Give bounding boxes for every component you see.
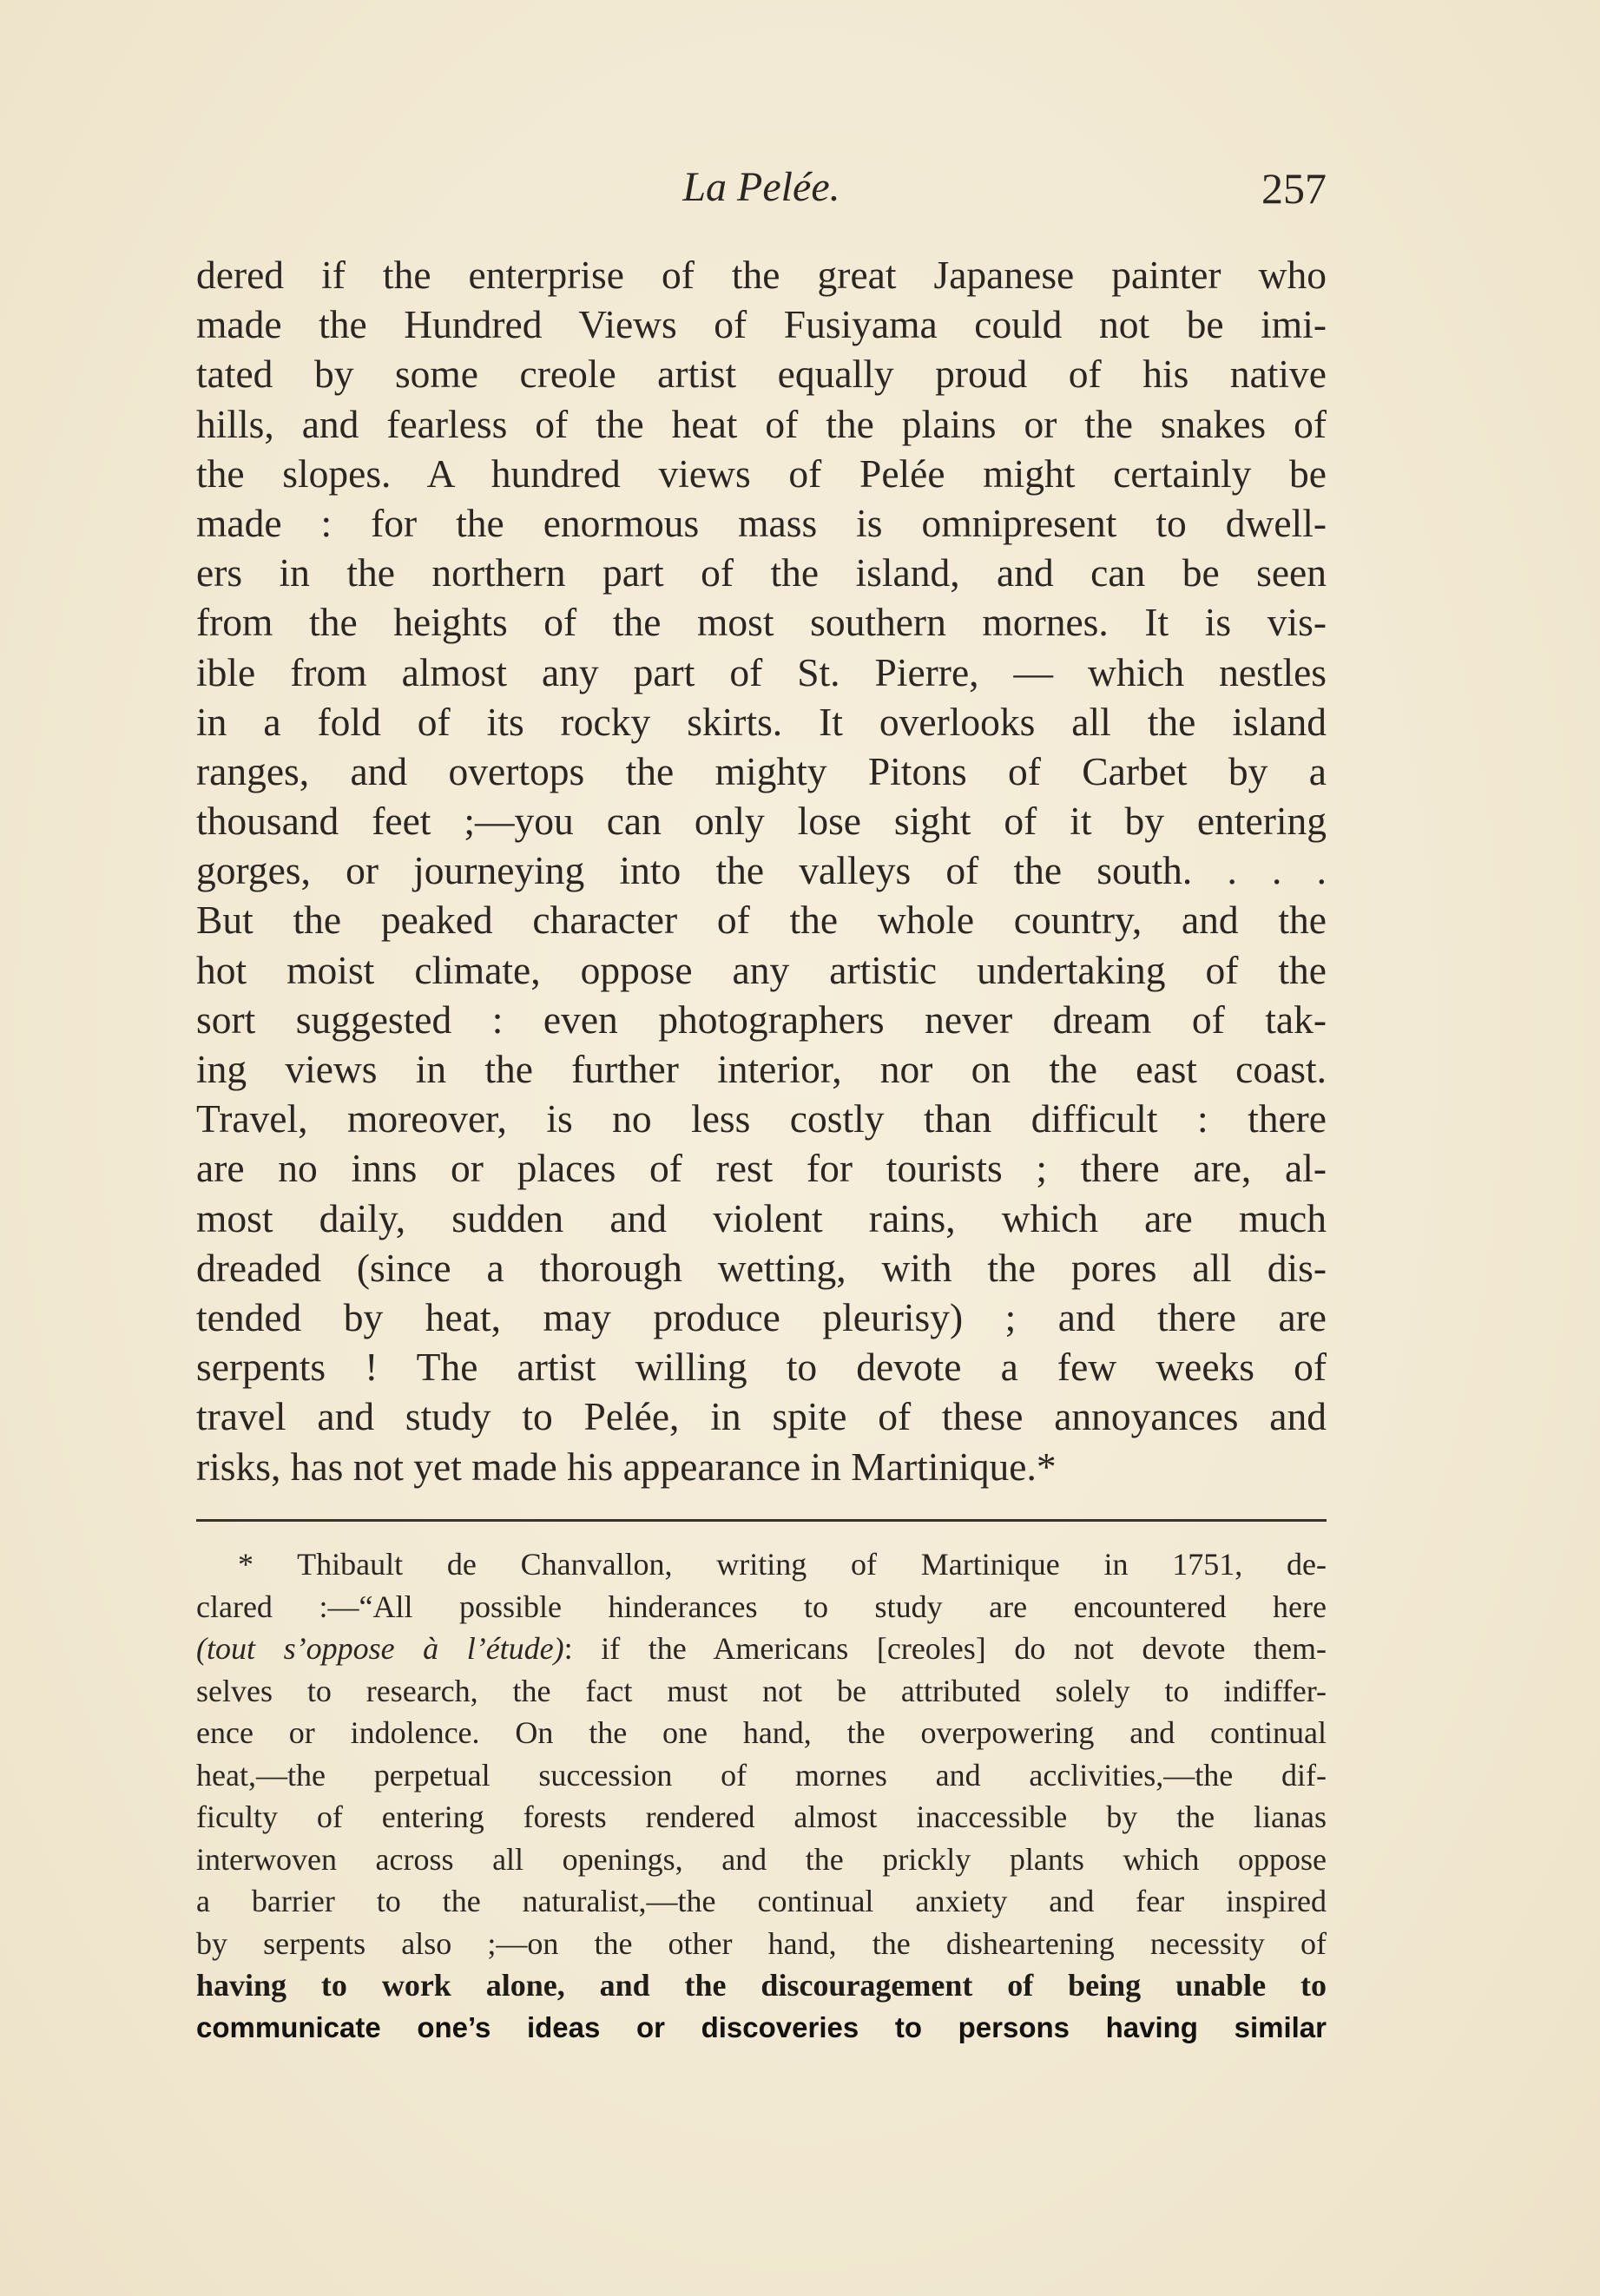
body-line: tated by some creole artist equally proud of his native	[196, 352, 1327, 397]
body-line: dered if the enterprise of the great Japanese painter who	[196, 253, 1327, 297]
body-line: travel and study to Pelée, in spite of these annoyances and	[196, 1394, 1327, 1439]
footnote-line-rest: : if the Americans [creoles] do not devote them-	[563, 1631, 1327, 1666]
body-line: are no inns or places of rest for tourists ; there are, al-	[196, 1146, 1327, 1191]
body-line: thousand feet ;—you can only lose sight of it by entering	[196, 799, 1327, 844]
body-line: made the Hundred Views of Fusiyama could not be imi-	[196, 302, 1327, 347]
body-line: ers in the northern part of the island, and can be seen	[196, 550, 1327, 595]
body-line: hot moist climate, oppose any artistic undertaking of the	[196, 947, 1327, 992]
footnote-line: interwoven across all openings, and the prickly plants which oppose	[196, 1841, 1327, 1877]
body-line: serpents ! The artist willing to devote a few weeks of	[196, 1345, 1327, 1390]
body-line: Travel, moreover, is no less costly than difficult : there	[196, 1096, 1327, 1141]
body-line: gorges, or journeying into the valleys of the south. . . .	[196, 848, 1327, 893]
body-line: But the peaked character of the whole country, and the	[196, 898, 1327, 943]
body-line: in a fold of its rocky skirts. It overlooks all the island	[196, 699, 1327, 744]
body-line: made : for the enormous mass is omnipresent to dwell-	[196, 500, 1327, 545]
footnote-line: ficulty of entering forests rendered almost inaccessible by the lianas	[196, 1799, 1327, 1834]
footnote-italic-phrase: (tout s’oppose à l’étude)	[196, 1631, 564, 1666]
footnote-line: a barrier to the naturalist,—the continual anxiety and fear inspired	[196, 1884, 1327, 1918]
running-head	[196, 156, 1327, 217]
footnote-line: having to work alone, and the discouragement of being unable to	[196, 1968, 1327, 2003]
body-line: sort suggested : even photographers never dream of tak-	[196, 997, 1327, 1042]
body-line: from the heights of the most southern mornes. It is vis-	[196, 600, 1327, 645]
body-line: ing views in the further interior, nor on the east coast.	[196, 1047, 1327, 1091]
footnote-rule	[196, 1519, 1327, 1522]
footnote-line	[196, 1628, 1327, 1670]
body-line: most daily, sudden and violent rains, which are much	[196, 1195, 1327, 1240]
running-title: La Pelée.	[682, 164, 840, 210]
body-line: ible from almost any part of St. Pierre, — which nestles	[196, 649, 1327, 694]
footnote-line: communicate one’s ideas or discoveries to persons having similar	[196, 2010, 1327, 2043]
body-line: the slopes. A hundred views of Pelée might certainly be	[196, 451, 1327, 496]
body-line: ranges, and overtops the mighty Pitons of Carbet by a	[196, 748, 1327, 793]
body-line: risks, has not yet made his appearance in Martinique.*	[196, 1444, 1057, 1489]
footnote-line: clared :—“All possible hinderances to study are encountered here	[196, 1589, 1327, 1624]
footnote-line: * Thibault de Chanvallon, writing of Martinique in 1751, de-	[238, 1547, 1327, 1582]
footnote-line: selves to research, the fact must not be attributed solely to indiffer-	[196, 1673, 1327, 1708]
footnote-line: by serpents also ;—on the other hand, the disheartening necessity of	[196, 1925, 1327, 1961]
footnote	[196, 1543, 1327, 2049]
body-line: tended by heat, may produce pleurisy) ; and there are	[196, 1294, 1327, 1339]
body-text	[196, 250, 1327, 1491]
page-number: 257	[1261, 164, 1327, 213]
body-line: hills, and fearless of the heat of the plains or the snakes of	[196, 401, 1327, 446]
footnote-line: ence or indolence. On the one hand, the overpowering and continual	[196, 1715, 1327, 1750]
footnote-line: heat,—the perpetual succession of mornes and acclivities,—the dif-	[196, 1757, 1327, 1793]
body-line: dreaded (since a thorough wetting, with the pores all dis-	[196, 1245, 1327, 1290]
